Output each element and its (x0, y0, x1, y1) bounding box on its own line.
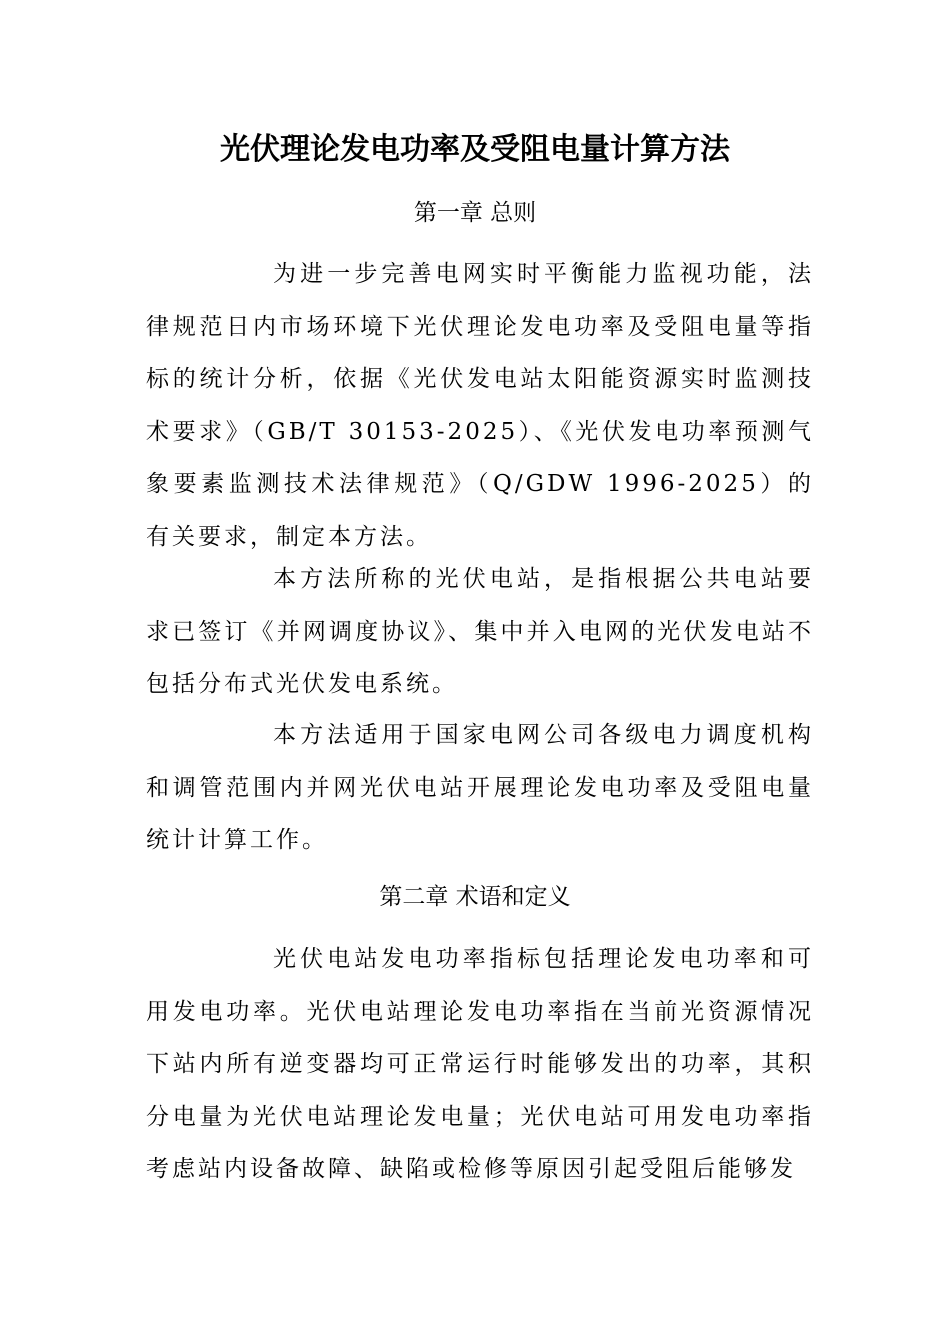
chapter-2-heading: 第二章 术语和定义 (379, 884, 571, 910)
chapter-1-paragraph-1: 为进一步完善电网实时平衡能力监视功能，法律规范日内市场环境下光伏理论发电功率及受阻电量等指标的统计分析，依据《光伏发电站太阳能资源实时监测技术要求》（GB/T 30153-2025）、《光伏发电功率预测气象要素监测技术法律规范》（Q/GDW 1996-2025）的有关要求，制定本方法。 (146, 261, 814, 550)
chapter-2-paragraph-1: 光伏电站发电功率指标包括理论发电功率和可用发电功率。光伏电站理论发电功率指在当前光资源情况下站内所有逆变器均可正常运行时能够发出的功率，其积分电量为光伏电站理论发电量；光伏电站可用发电功率指考虑站内设备故障、缺陷或检修等原因引起受阻后能够发 (146, 946, 814, 1182)
chapter-1-heading: 第一章 总则 (413, 200, 537, 226)
document-title: 光伏理论发电功率及受阻电量计算方法 (220, 132, 730, 167)
chapter-1-paragraph-2: 本方法所称的光伏电站，是指根据公共电站要求已签订《并网调度协议》、集中并入电网的光伏发电站不包括分布式光伏发电系统。 (146, 566, 814, 697)
chapter-1-paragraph-3: 本方法适用于国家电网公司各级电力调度机构和调管范围内并网光伏电站开展理论发电功率及受阻电量统计计算工作。 (146, 722, 814, 853)
